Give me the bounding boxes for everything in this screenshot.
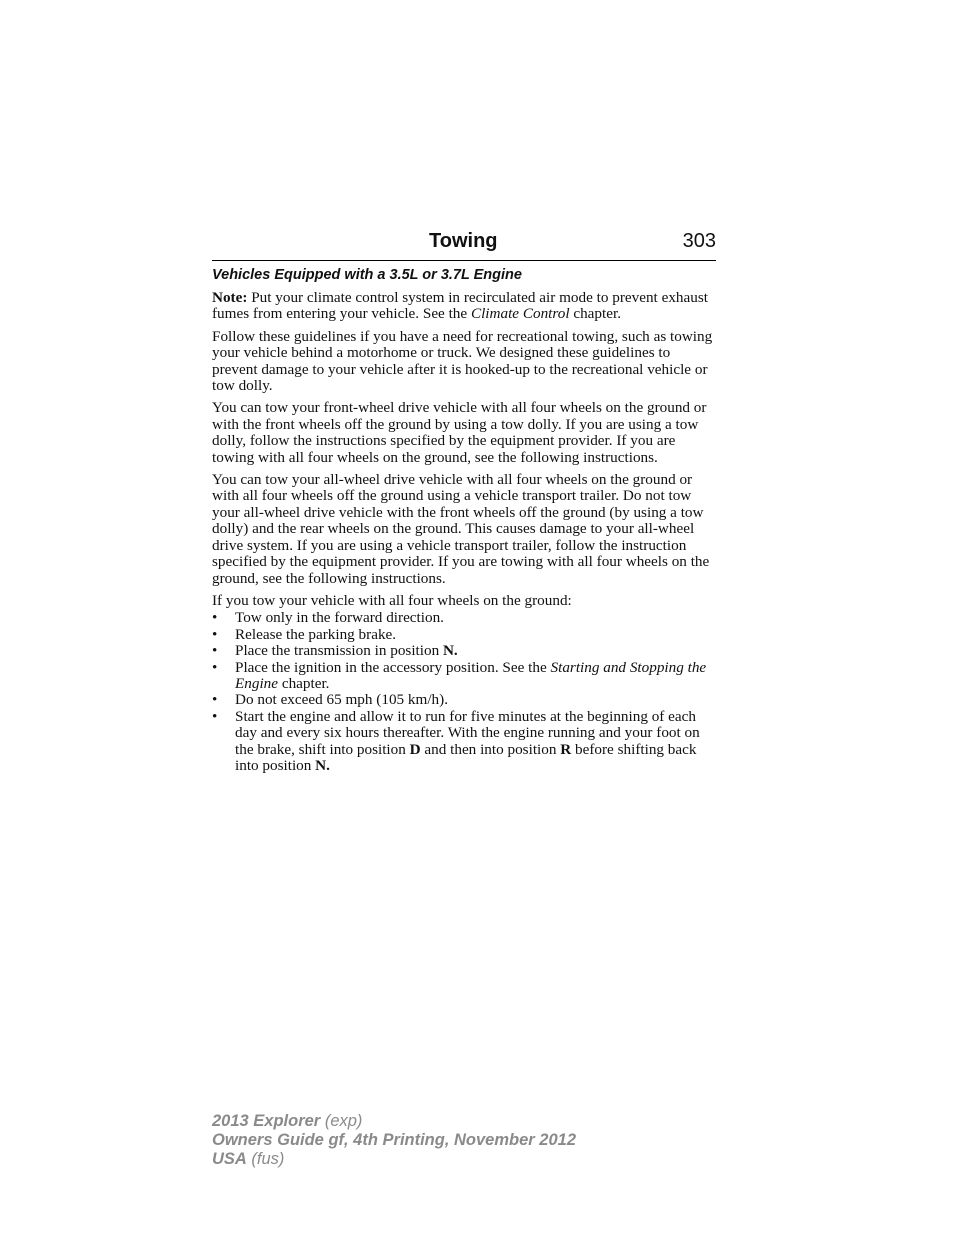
paragraph-all-wheel-drive: You can tow your all-wheel drive vehicle with all four wheels on the ground or with all four wheels off the ground using a vehicle transport trailer. Do not tow your all-wheel drive vehicle with the front wheels off the ground (by using a tow dolly) and the rear wheels on the ground. This causes damage to your all-wheel drive system. If you are using a vehicle transport trailer, follow the instruction specified by the equipment provider. If you are towing with all four wheels on the ground, see the following instructions.	[212, 471, 710, 587]
note-label: Note:	[212, 289, 248, 306]
climate-control-reference: Climate Control	[470, 305, 570, 323]
paragraph-front-wheel-drive: You can tow your front-wheel drive vehicle with all four wheels on the ground or with the front wheels off the ground by using a tow dolly. If you are using a tow dolly, follow the instructions specified by the equipment provider. If you are towing with all four wheels on the ground, see the following instructions.	[212, 399, 707, 466]
chapter-title: Towing	[429, 230, 498, 252]
bullet-icon: •	[212, 691, 218, 709]
page-content	[212, 266, 718, 774]
list-item: • Release the parking brake.	[212, 625, 397, 643]
list-item: • Start the engine and allow it to run for five minutes at the beginning of each day and every six hours thereafter. With the engine running and your foot on the brake, shift into position D and then into position R before shifting back into position N.	[212, 707, 700, 774]
list-item: • Do not exceed 65 mph (105 km/h).	[212, 691, 449, 709]
list-intro: If you tow your vehicle with all four wheels on the ground:	[212, 591, 572, 609]
note-text: Put your climate control system in recirculated air mode to prevent exhaust fumes from entering your vehicle. See the	[212, 289, 708, 323]
note-text-end: chapter.	[569, 305, 621, 323]
towing-steps-list	[212, 610, 718, 774]
footer-printing-line: Owners Guide gf, 4th Printing, November 2012	[212, 1131, 576, 1149]
list-item: • Place the transmission in position N.	[212, 642, 458, 660]
bullet-icon: •	[212, 642, 218, 660]
page-header	[212, 228, 716, 261]
bullet-icon: •	[212, 658, 218, 676]
bullet-icon: •	[212, 707, 218, 725]
footer-model-line: 2013 Explorer (exp)	[212, 1112, 363, 1130]
list-item: • Place the ignition in the accessory position. See the Starting and Stopping the Engine chapter.	[212, 658, 707, 692]
page-number: 303	[682, 230, 716, 252]
page-footer	[212, 1112, 576, 1169]
footer-region-line: USA (fus)	[212, 1150, 285, 1168]
starting-engine-reference: Starting and Stopping the Engine	[235, 658, 707, 692]
bullet-icon: •	[212, 625, 218, 643]
paragraph-guidelines: Follow these guidelines if you have a need for recreational towing, such as towing your vehicle behind a motorhome or truck. We designed these guidelines to prevent damage to your vehicle after it is hooked-up to the recreational vehicle or tow dolly.	[212, 327, 713, 395]
bullet-icon: •	[212, 609, 218, 627]
list-item: • Tow only in the forward direction.	[212, 609, 444, 627]
note-paragraph	[212, 290, 718, 323]
section-heading: Vehicles Equipped with a 3.5L or 3.7L Engine	[212, 267, 522, 283]
